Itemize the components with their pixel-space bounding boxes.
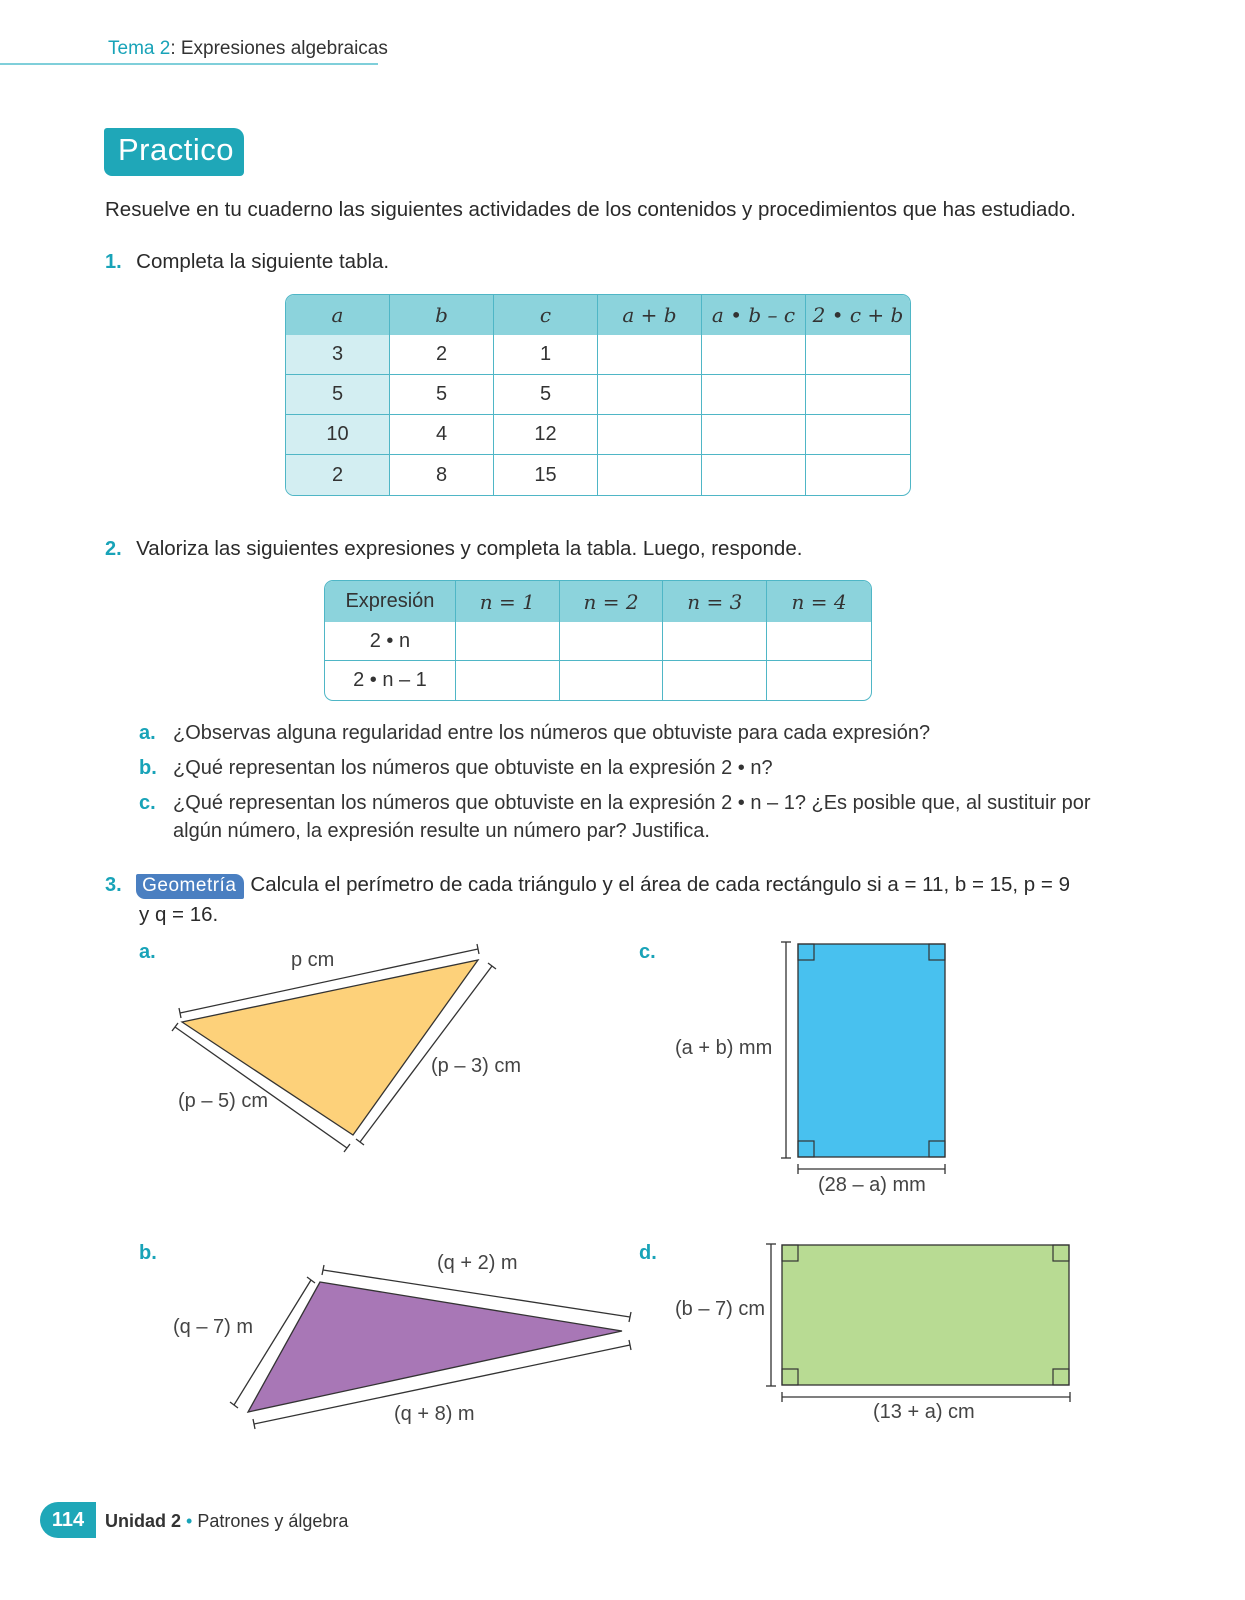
- question-number: 3.: [105, 874, 122, 896]
- intro-text: Resuelve en tu cuaderno las siguientes actividades de los contenidos y procedimientos que has estudiado.: [105, 198, 1076, 221]
- table-cell: 12: [494, 415, 598, 455]
- question-text-continued: y q = 16.: [139, 903, 219, 926]
- topic-title: : Expresiones algebraicas: [170, 38, 388, 59]
- rectangle-c: [798, 944, 945, 1157]
- label-triangle-b-top: (q + 2) m: [437, 1252, 518, 1274]
- table-cell: 4: [390, 415, 494, 455]
- table-cell: 2 • n: [325, 622, 456, 661]
- table-cell: 5: [494, 375, 598, 415]
- table-header: n = 1: [456, 581, 560, 622]
- sub-text: ¿Observas alguna regularidad entre los números que obtuviste para cada expresión?: [173, 722, 931, 744]
- question-number: 2.: [105, 538, 122, 560]
- question-number: 1.: [105, 251, 122, 273]
- table-header: a: [286, 295, 390, 335]
- label-rect-c-height: (a + b) mm: [675, 1037, 773, 1059]
- question-text: Completa la siguiente tabla.: [136, 250, 390, 273]
- question-text: Calcula el perímetro de cada triángulo y el área de cada rectángulo si a = 11, b = 15, p = 9: [250, 873, 1070, 896]
- label-triangle-a-right: (p – 3) cm: [431, 1055, 522, 1077]
- figure-letter-c: c.: [639, 941, 656, 963]
- label-triangle-b-left: (q – 7) m: [173, 1316, 254, 1338]
- table-header: b: [390, 295, 494, 335]
- table-cell: 2 • n – 1: [325, 661, 456, 700]
- table-header: 2 • c + b: [806, 295, 910, 335]
- table-header: a + b: [598, 295, 702, 335]
- geometry-badge: Geometría: [136, 874, 244, 899]
- rectangle-d: [782, 1245, 1069, 1385]
- table-cell: 2: [286, 455, 390, 495]
- label-rect-d-width: (13 + a) cm: [873, 1401, 975, 1423]
- figure-letter-d: d.: [639, 1242, 657, 1264]
- sub-letter: b.: [139, 757, 157, 779]
- table-header: c: [494, 295, 598, 335]
- table-cell: 8: [390, 455, 494, 495]
- sub-letter: a.: [139, 722, 156, 744]
- label-triangle-b-bottom: (q + 8) m: [394, 1403, 475, 1425]
- sub-text: ¿Qué representan los números que obtuviste en la expresión 2 • n – 1? ¿Es posible que, al sustituir por: [173, 792, 1091, 814]
- table-cell: 10: [286, 415, 390, 455]
- label-rect-c-width: (28 – a) mm: [818, 1174, 926, 1196]
- table-cell: 15: [494, 455, 598, 495]
- figure-letter-b: b.: [139, 1242, 157, 1264]
- footer-title: Patrones y álgebra: [197, 1511, 349, 1531]
- table-cell: 1: [494, 335, 598, 375]
- table-cell: 5: [286, 375, 390, 415]
- sub-letter: c.: [139, 792, 156, 814]
- table-cell: 5: [390, 375, 494, 415]
- table-cell: 2: [390, 335, 494, 375]
- figure-letter-a: a.: [139, 941, 156, 963]
- page-number: 114: [40, 1502, 96, 1538]
- footer: [105, 1511, 348, 1532]
- sub-text: ¿Qué representan los números que obtuviste en la expresión 2 • n?: [173, 757, 773, 779]
- triangle-b: [248, 1282, 622, 1412]
- table-header: n = 4: [767, 581, 871, 622]
- section-tag: Practico: [104, 128, 244, 176]
- question-text: Valoriza las siguientes expresiones y completa la tabla. Luego, responde.: [136, 537, 803, 560]
- footer-separator: •: [181, 1511, 198, 1531]
- label-rect-d-height: (b – 7) cm: [675, 1298, 766, 1320]
- topic-prefix: Tema 2: [108, 38, 171, 59]
- label-triangle-a-left: (p – 5) cm: [178, 1090, 269, 1112]
- table-cell: 3: [286, 335, 390, 375]
- table-header: Expresión: [325, 581, 456, 622]
- label-triangle-a-top: p cm: [291, 949, 335, 971]
- table-header: n = 2: [560, 581, 664, 622]
- table-header: n = 3: [663, 581, 767, 622]
- footer-unit: Unidad 2: [105, 1511, 182, 1531]
- sub-text-continued: algún número, la expresión resulte un número par? Justifica.: [173, 820, 710, 842]
- table-header: a • b – c: [702, 295, 806, 335]
